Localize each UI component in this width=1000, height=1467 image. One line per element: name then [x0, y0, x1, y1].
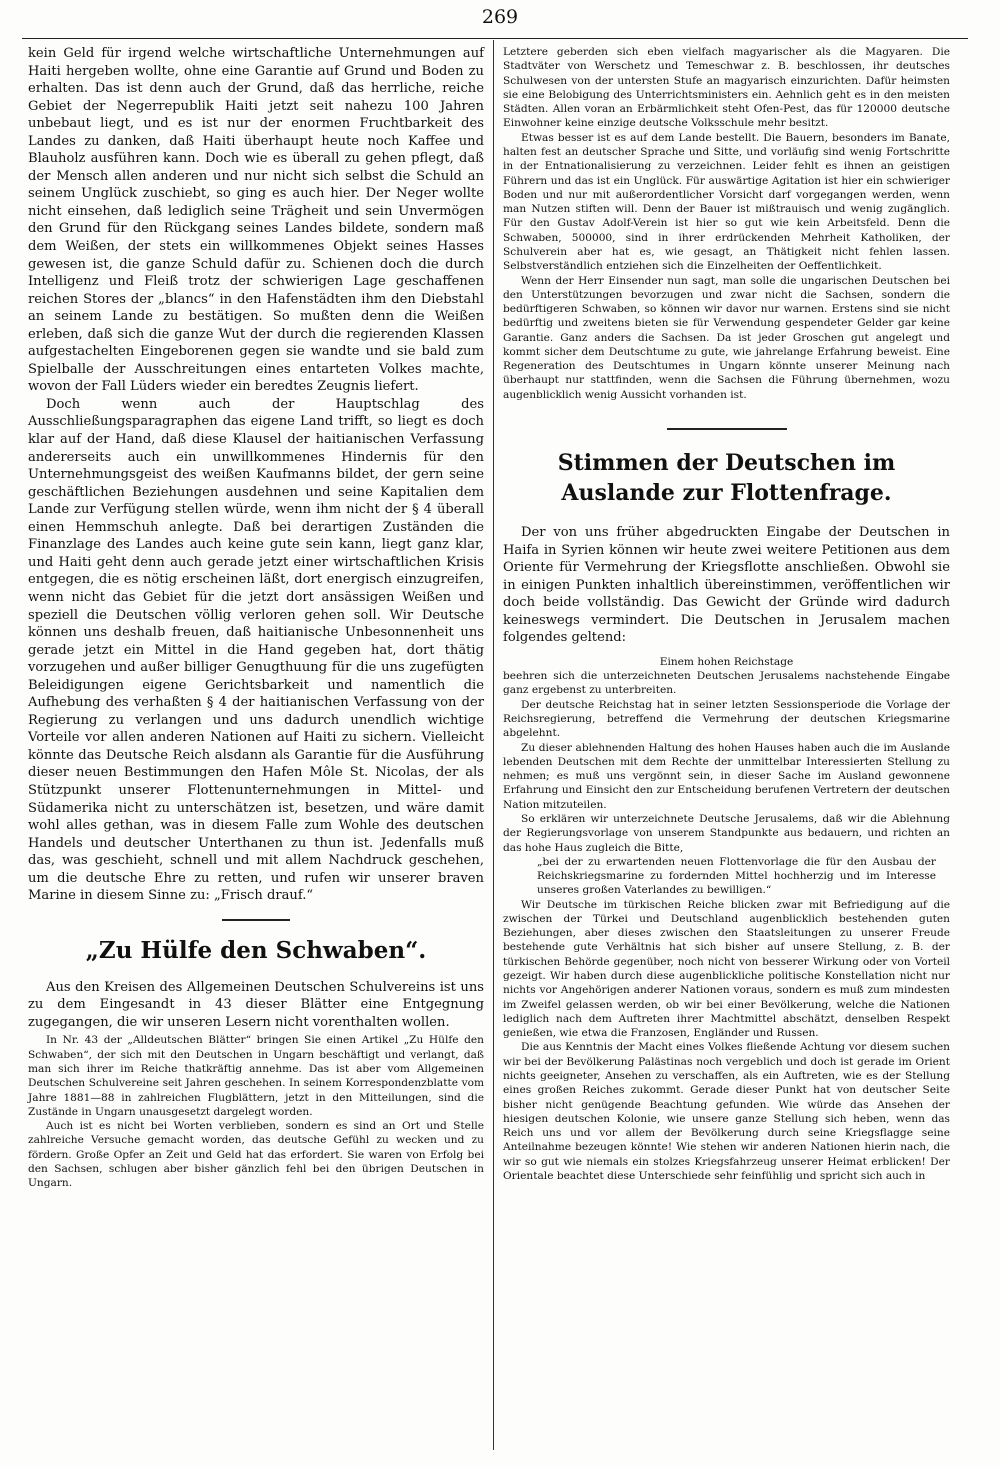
column-divider — [493, 40, 494, 1450]
right-paragraph-1: Letztere geberden sich eben vielfach magyarischer als die Magyaren. Die Stadtväter von Werschetz und Temeschwar z. B. beschlossen, ihr deutsches Schulwesen von der untersten Stufe an magyarisch einzurichten. Dafür heimsten sie eine Belobigung des Unterrichtsministers ein. Aehnlich geht es in den meisten Städten. Allen voran an Erbärmlichkeit steht Ofen-Pest, das für 120000 deutsche Einwohner keine einzige deutsche Volksschule mehr besitzt. — [503, 46, 950, 130]
right-paragraph-3: Wenn der Herr Einsender nun sagt, man solle die ungarischen Deutschen bei den Unterstützungen bevorzugen und zwar nicht die Sachsen, sondern die bedürftigeren Schwaben, so können wir davor nur warnen. Erstens sind sie nicht bedürftig und zweitens bieten sie für Verwendung gespendeter Gelder gar keine Garantie. Ganz anders die Sachsen. Da ist jeder Groschen gut angelegt und kommt sicher dem Deutschtume zu gute, wie jahrelange Erfahrung beweist. Eine Regeneration des Deutschtumes in Ungarn könnte unserer Meinung nach überhaupt nur stattfinden, wenn die Sachsen die Führung übernehmen, wozu augenblicklich wenig Aussicht vorhanden ist. — [503, 274, 950, 401]
left-paragraph-5: Auch ist es nicht bei Worten verblieben, sondern es sind an Ort und Stelle zahlreiche Versuche gemacht worden, das deutsche Gefühl zu wecken und zu fördern. Große Opfer an Zeit und Geld hat das erfordert. Sie waren von Erfolg bei den Sachsen, schlugen aber bisher gänzlich fehl bei den übrigen Deutschen in Ungarn. — [28, 1120, 484, 1190]
right-paragraph-10: Die aus Kenntnis der Macht eines Volkes fließende Achtung vor diesem suchen wir bei der Bevölkerung Palästinas noch vergeblich und doch ist gerade im Orient nichts geeigneter, Ansehen zu verschaffen, als ein Auftreten, wie es der Stellung eines großen Reiches zukommt. Gerade dieser Punkt hat von deutscher Seite bisher nicht genügende Beachtung gefunden. Wie würde das Ansehen der hiesigen deutschen Kolonie, wie unsere ganze Stellung sich heben, wenn das Reich uns und vor allem der Bevölkerung durch seine Kriegsflagge seine Anteilnahme bezeugen könnte! Wie stehen wir anderen Nationen hierin nach, die wir so gut wie niemals ein stolzes Kriegsfahrzeug unserer Heimat erblicken! Der Orientale beachtet diese Unterschiede sehr feinfühlig und spricht sich auch in — [503, 1041, 950, 1182]
right-paragraph-2: Etwas besser ist es auf dem Lande bestellt. Die Bauern, besonders im Banate, halten fest an deutscher Sprache und Sitte, und vorläufig sind wenig Fortschritte in der Entnationalisierung zu verzeichnen. Leider fehlt es ihnen an geistigen Führern und das ist ein Unglück. Für auswärtige Agitation ist hier ein schwieriger Boden und nur mit außerordentlicher Vorsicht darf vorgegangen werden, wenn man Nutzen stiften will. Denn der Bauer ist mißtrauisch und wenig zugänglich. Für den Gustav Adolf-Verein ist hier so gut wie kein Arbeitsfeld. Denn die Schwaben, 500000, sind in ihrer erdrückenden Mehrheit Katholiken, der Schulverein aber hat es, wie gesagt, an Thätigkeit nicht fehlen lassen. Selbstverständlich entziehen sich die Einzelheiten der Oeffentlichkeit. — [503, 131, 950, 273]
left-paragraph-1: kein Geld für irgend welche wirtschaftliche Unternehmungen auf Haiti hergeben wollte, ohne eine Garantie auf Grund und Boden zu erhalten. Das ist denn auch der Grund, daß das herrliche, reiche Gebiet der Negerrepublik Haiti jetzt seit nahezu 100 Jahren unbebaut liegt, und es ist nur der enormen Fruchtbarkeit des Landes zu danken, daß Haiti überhaupt heute noch Kaffee und Blauholz ausführen kann. Doch wie es überall zu gehen pflegt, daß der Mensch allen anderen und nur nicht sich selbst die Schuld an seinem Unglück zuschiebt, so ging es auch hier. Der Neger wollte nicht einsehen, daß lediglich seine Trägheit und sein Unvermögen den Grund für den Rückgang seines Landes bildete, sondern maß dem Weißen, der stets ein willkommenes Objekt seines Hasses gewesen ist, die ganze Schuld dafür zu. Schienen doch die durch Intelligenz und Fleiß trotz der schwierigen Lage geschaffenen reichen Stores der „blancs“ in den Hafenstädten ihm den Diebstahl an seinem Lande zu bestätigen. So mußten denn die Weißen erleben, daß sich die ganze Wut der durch die regierenden Klassen aufgestachelten Eingeborenen gegen sie wandte und sie bald zum Spielballe der Ausschreitungen eines entarteten Volkes machte, wovon der Fall Lüders wieder ein beredtes Zeugnis liefert. — [28, 46, 484, 395]
section-heading-schwaben: „Zu Hülfe den Schwaben“. — [85, 936, 427, 964]
right-paragraph-5: beehren sich die unterzeichneten Deutschen Jerusalems nachstehende Eingabe ganz ergebenst zu unterbreiten. — [503, 670, 950, 697]
section-divider — [222, 919, 290, 921]
right-column — [503, 45, 950, 1183]
right-paragraph-6: Der deutsche Reichstag hat in seiner letzten Sessionsperiode die Vorlage der Reichsregierung, betreffend die Vermehrung der deutschen Kriegsmarine abgelehnt. — [503, 698, 950, 740]
petition-quote: „bei der zu erwartenden neuen Flottenvorlage die für den Ausbau der Reichskriegsmarine zu fordernden Mittel hochherzig und im Interesse unseres großen Vaterlandes zu bewilligen.“ — [537, 855, 936, 897]
right-paragraph-4: Der von uns früher abgedruckten Eingabe der Deutschen in Haifa in Syrien können wir heute zwei weitere Petitionen aus dem Oriente für Vermehrung der Kriegsflotte anschließen. Obwohl sie in einigen Punkten inhaltlich übereinstimmen, veröffentlichen wir doch beide vollständig. Das Gewicht der Gründe wird dadurch keineswegs vermindert. Die Deutschen in Jerusalem machen folgendes geltend: — [503, 525, 950, 646]
left-paragraph-2: Doch wenn auch der Hauptschlag des Ausschließungsparagraphen das eigene Land trifft, so liegt es doch klar auf der Hand, daß diese Klausel der haitianischen Verfassung andererseits auch ein unwillkommenes Hindernis für den Unternehmungsgeist des weißen Kaufmanns bildet, der gern seine geschäftlichen Beziehungen ausdehnen und seine Kapitalien dem Lande zur Verfügung stellen würde, wenn ihm nicht der § 4 überall einen Hemmschuh anlegte. Daß bei derartigen Zuständen die Finanzlage des Landes auch keine gute sein kann, liegt ganz klar, und Haiti geht denn auch gerade jetzt einer wirtschaftlichen Krisis entgegen, die es nötig erscheinen läßt, dort energisch einzugreifen, wenn nicht das Gebiet für die jetzt dort ansässigen Weißen und speziell die Deutschen völlig verloren gehen soll. Wir Deutsche können uns deshalb freuen, daß haitianische Unbesonnenheit uns gerade jetzt ein Mittel in die Hand gegeben hat, dort thätig vorzugehen und außer billiger Genugthuung für die uns zugefügten Beleidigungen eigene Gerichtsbarkeit und namentlich die Aufhebung des verhaßten § 4 der haitianischen Verfassung von der Regierung zu verlangen und uns dadurch unendlich wichtige Vorteile vor allen anderen Nationen auf Haiti zu sichern. Vielleicht könnte das Deutsche Reich alsdann als Garantie für die Ausführung dieser neuen Bestimmungen den Hafen Môle St. Nicolas, der als Stützpunkt unserer Flottenunternehmungen in Mittel- und Südamerika nicht zu unterschätzen ist, besetzen, und wäre damit wohl alles gethan, was in diesem Falle zum Wohle des deutschen Handels und deutscher Unterthanen zu thun ist. Jedenfalls muß das, was geschieht, schnell und mit allem Nachdruck geschehen, um die deutsche Ehre zu retten, und rufen wir unserer braven Marine in diesem Sinne zu: „Frisch drauf.“ — [28, 396, 484, 904]
right-paragraph-7: Zu dieser ablehnenden Haltung des hohen Hauses haben auch die im Auslande lebenden Deutschen mit dem Rechte der unmittelbar Interessierten Stellung zu nehmen; es muß uns vergönnt sein, in dieser Sache im Ausland gewonnene Erfahrung und Einsicht den zur Entscheidung berufenen Vertretern der deutschen Nation mitzuteilen. — [503, 741, 950, 811]
section-heading-flottenfrage: Stimmen der Deutschen im Auslande zur Flottenfrage. — [557, 450, 896, 507]
right-paragraph-8: So erklären wir unterzeichnete Deutsche Jerusalems, daß wir die Ablehnung der Regierungsvorlage von unserem Standpunkte aus bedauern, und richten an das hohe Haus zugleich die Bitte, — [503, 812, 950, 854]
left-paragraph-4: In Nr. 43 der „Alldeutschen Blätter“ bringen Sie einen Artikel „Zu Hülfe den Schwaben“, der sich mit den Deutschen in Ungarn beschäftigt und verlangt, daß man sich ihrer im Reiche thatkräftig annehme. Das ist aber vom Allgemeinen Deutschen Schulvereine seit Jahren geschehen. In seinem Korrespondenzblatte vom Jahre 1881—88 in zahlreichen Flugblättern, jetzt in den Mitteilungen, sind die Zustände in Ungarn unausgesetzt dargelegt worden. — [28, 1034, 484, 1118]
salutation: Einem hohen Reichstage — [659, 655, 794, 668]
section-divider-right — [667, 428, 787, 430]
left-column — [28, 45, 484, 1191]
header-rule — [22, 38, 968, 39]
left-paragraph-3: Aus den Kreisen des Allgemeinen Deutschen Schulvereins ist uns zu dem Eingesandt in 43 dieser Blätter eine Entgegnung zugegangen, die wir unseren Lesern nicht vorenthalten wollen. — [28, 979, 484, 1030]
right-paragraph-9: Wir Deutsche im türkischen Reiche blicken zwar mit Befriedigung auf die zwischen der Türkei und Deutschland augenblicklich bestehenden guten Beziehungen, aber dieses zwischen den Staatsleitungen zu unserer Freude bestehende gute Verhältnis hat sich bisher auf unsere Stellung, z. B. der türkischen Behörde gegenüber, noch nicht von besserer Wirkung oder von Vorteil gezeigt. Wir haben durch diese augenblickliche politische Konstellation nicht nur nichts vor Angehörigen anderer Nationen voraus, sondern es muß zum mindesten im Zweifel gelassen werden, ob wir bei einer Bevölkerung, welche die Nationen lediglich nach dem Auftreten ihrer Machtmittel abschätzt, denselben Respekt genießen, wie etwa die Franzosen, Engländer und Russen. — [503, 898, 950, 1040]
page-number: 269 — [481, 6, 519, 28]
